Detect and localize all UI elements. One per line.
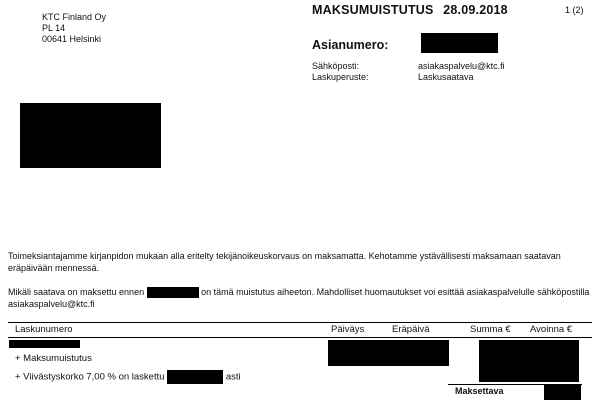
email-label: Sähköposti: — [312, 61, 360, 71]
paragraph-payment-after: on tämä muistutus aiheeton. Mahdolliset huomautukset voi esittää asiakaspalvelulle sähköpostilla asiakaspalvelu@ktc.fi — [8, 287, 590, 309]
col-amount: Summa € — [470, 324, 511, 335]
recipient-address-redaction — [20, 103, 161, 168]
email-value: asiakaspalvelu@ktc.fi — [418, 61, 505, 71]
col-date: Päiväys — [331, 324, 365, 335]
document-date: 28.09.2018 — [443, 3, 508, 17]
basis-label: Laskuperuste: — [312, 72, 369, 82]
table-header-top-rule — [8, 322, 592, 323]
paragraph-payment-note — [8, 287, 594, 310]
payment-date-redaction — [147, 287, 199, 298]
dates-redaction — [328, 340, 449, 366]
sender-postal: 00641 Helsinki — [42, 34, 102, 44]
table-header-bottom-rule — [8, 337, 592, 338]
col-due-date: Eräpäivä — [392, 324, 430, 335]
amounts-redaction — [479, 340, 579, 382]
interest-date-redaction — [167, 370, 223, 384]
line-interest-suffix: asti — [225, 371, 241, 383]
document-title — [312, 3, 508, 17]
invoice-number-redaction — [9, 340, 80, 348]
document-title-text: MAKSUMUISTUTUS — [312, 3, 434, 17]
paragraph-payment-before: Mikäli saatava on maksettu ennen — [8, 287, 145, 297]
total-label: Maksettava — [455, 386, 504, 396]
sender-po-box: PL 14 — [42, 23, 66, 33]
line-reminder: + Maksumuistutus — [15, 353, 92, 364]
page-number: 1 (2) — [565, 5, 584, 15]
line-interest — [15, 370, 241, 384]
paragraph-notice: Toimeksiantajamme kirjanpidon mukaan alla eritelty tekijänoikeuskorvaus on maksamatta. Kehotamme ystävällisesti maksamaan saatavan eräpäivään mennessä. — [8, 251, 561, 273]
total-amount-redaction — [544, 384, 581, 400]
col-open: Avoinna € — [530, 324, 573, 335]
case-number-redaction — [421, 33, 498, 53]
line-interest-text: + Viivästyskorko 7,00 % on laskettu — [15, 371, 165, 383]
col-invoice-number: Laskunumero — [15, 324, 73, 335]
sender-company: KTC Finland Oy — [42, 12, 107, 22]
basis-value: Laskusaatava — [418, 72, 474, 82]
case-number-label: Asianumero: — [312, 38, 389, 52]
